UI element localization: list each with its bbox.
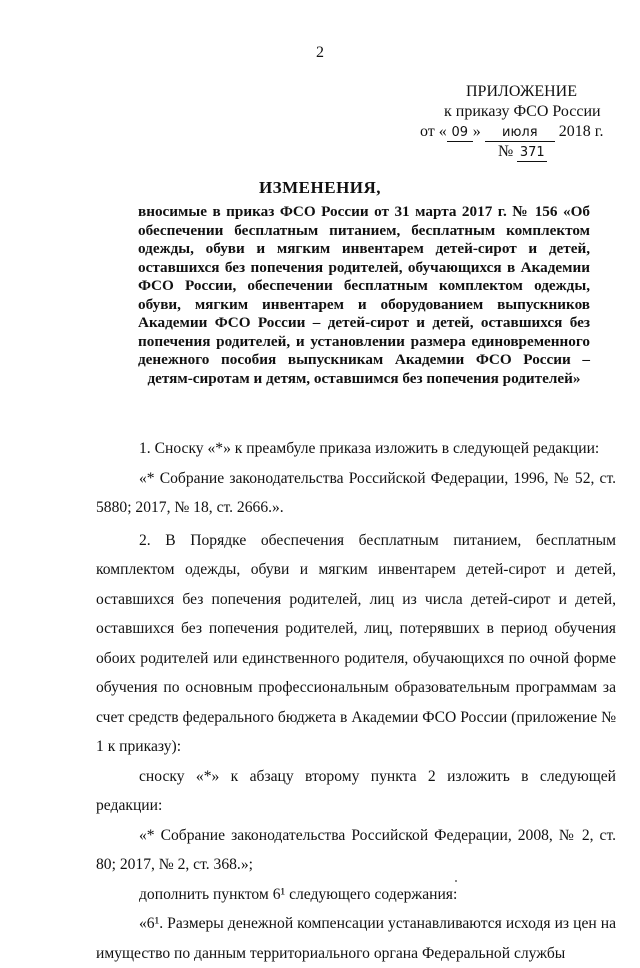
page-number: 2 bbox=[316, 44, 324, 61]
appendix-order-line: к приказу ФСО России bbox=[444, 103, 601, 120]
document-heading: ИЗМЕНЕНИЯ, bbox=[258, 178, 382, 197]
appendix-date-line bbox=[420, 122, 620, 142]
date-mid: » bbox=[472, 123, 481, 140]
paragraph-3: 2. В Порядке обеспечения бесплатным питанием, бесплатным комплектом одежды, обуви и мягким инвентарем детей-сирот и детей, оставшихся без попечения родителей, лиц из числа детей-сирот и детей, оставшихся без попечения родителей, лиц, потерявших в период обучения обоих родителей или единственного родителя, обучающихся по очной форме обучения по основным профессиональным образовательным программам за счет средств федерального бюджета в Академии ФСО России (приложение № 1 к приказу): bbox=[96, 531, 616, 755]
appendix-number-line bbox=[420, 142, 620, 162]
date-prefix: от « bbox=[420, 123, 447, 140]
paragraph-2: «* Собрание законодательства Российской Федерации, 1996, № 52, ст. 5880; 2017, № 18, ст. 2666.». bbox=[96, 469, 616, 516]
paragraph-4: сноску «*» к абзацу второму пункта 2 изложить в следующей редакции: bbox=[96, 767, 616, 814]
order-number: 371 bbox=[517, 145, 547, 162]
document-body bbox=[96, 434, 616, 968]
paragraph-7: «6¹. Размеры денежной компенсации устанавливаются исходя из цен на имущество по данным территориального органа Федеральной службы bbox=[96, 915, 616, 962]
appendix-block bbox=[420, 82, 620, 162]
paragraph-5: «* Собрание законодательства Российской Федерации, 2008, № 2, ст. 80; 2017, № 2, ст. 368.»; bbox=[96, 826, 616, 873]
paragraph-6: дополнить пунктом 6¹ следующего содержания: bbox=[139, 885, 458, 903]
date-month: июля bbox=[485, 125, 555, 142]
document-subtitle: вносимые в приказ ФСО России от 31 марта 2017 г. № 156 «Об обеспечении бесплатным питанием, бесплатным комплектом одежды, обуви и мягким инвентарем детей-сирот и детей, оставшихся без попечения родителей, обучающихся в Академии ФСО России, обеспечении бесплатным комплектом одежды, обуви, мягким инвентарем и оборудованием выпускников Академии ФСО России – детей-сирот и детей, оставшихся без попечения родителей, и установлении размера единовременного денежного пособия выпускникам Академии ФСО России – детям-сиротам и детям, оставшимся без попечения родителей» bbox=[138, 203, 590, 387]
date-year: 2018 г. bbox=[558, 123, 604, 140]
appendix-title: ПРИЛОЖЕНИЕ bbox=[466, 83, 578, 100]
date-day: 09 bbox=[447, 125, 473, 142]
number-prefix: № bbox=[498, 143, 514, 160]
paragraph-1: 1. Сноску «*» к преамбуле приказа изложить в следующей редакции: bbox=[139, 440, 600, 457]
scan-speck bbox=[455, 880, 457, 882]
